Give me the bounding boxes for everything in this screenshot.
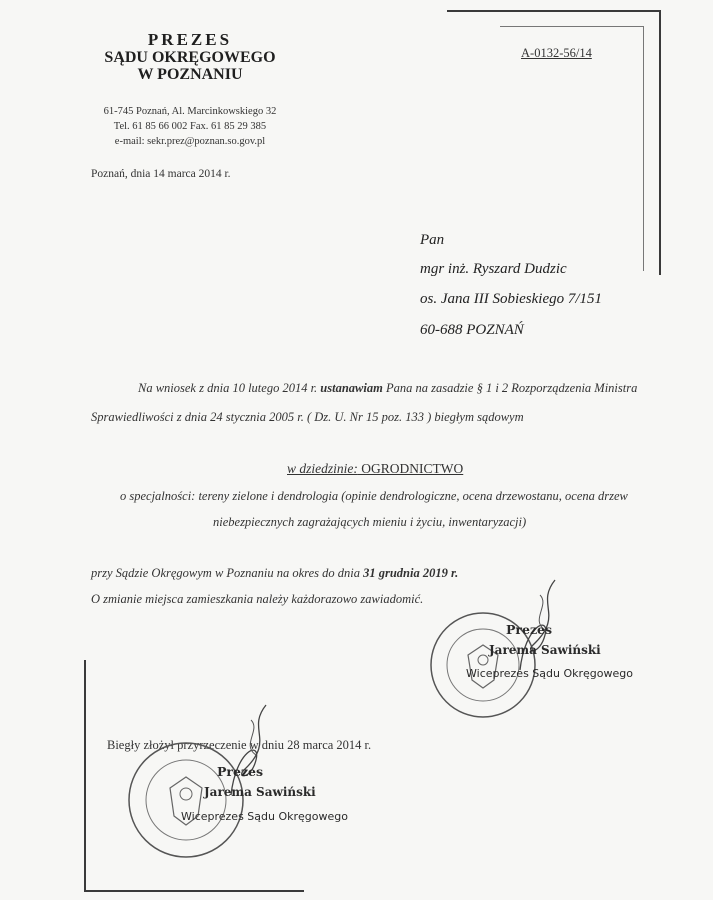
top-right-frame-v (659, 10, 661, 275)
appointment-text-a: Na wniosek z dnia 10 lutego 2014 r. (138, 381, 321, 395)
signature-2-name: Jarema Sawiński (204, 785, 316, 799)
court-email: e-mail: sekr.prez@poznan.so.gov.pl (114, 136, 266, 147)
signature-1-role: Wiceprezes Sądu Okręgowego (466, 667, 633, 680)
field-label: w dziedzinie: (287, 461, 358, 476)
signature-1-title: Prezes (506, 622, 553, 637)
court-term-line (91, 566, 458, 581)
specialization-line-1: o specjalności: tereny zielone i dendrologia (opinie dendrologiczne, ocena drzewostanu, ocena drzew (120, 489, 628, 503)
signature-2-title: Prezes (217, 764, 264, 779)
address-change-notice: O zmianie miejsca zamieszkania należy każdorazowo zawiadomić. (91, 592, 424, 606)
term-end-date: 31 grudnia 2019 r. (363, 566, 459, 580)
court-header-name: SĄDU OKRĘGOWEGO (104, 49, 276, 66)
reference-number: A-0132-56/14 (521, 46, 592, 60)
recipient-city: 60-688 POZNAŃ (420, 322, 524, 338)
field-value: OGRODNICTWO (357, 461, 464, 476)
recipient-street: os. Jana III Sobieskiego 7/151 (420, 291, 603, 307)
court-phone: Tel. 61 85 66 002 Fax. 61 85 29 385 (113, 121, 267, 132)
field-line (287, 461, 463, 477)
inner-frame-v (643, 26, 644, 271)
recipient-salutation: Pan (420, 232, 445, 248)
court-address: 61-745 Poznań, Al. Marcinkowskiego 32 (103, 106, 277, 117)
signature-2-role: Wiceprezes Sądu Okręgowego (181, 810, 348, 823)
top-right-frame-h (447, 10, 661, 12)
oath-line: Biegły złożył przyrzeczenie w dniu 28 marca 2014 r. (107, 738, 372, 752)
inner-frame-h (500, 26, 644, 27)
court-header-title: PREZES (147, 30, 233, 49)
court-header-city: W POZNANIU (137, 66, 243, 83)
paragraph-appointment (138, 381, 637, 396)
date-line: Poznań, dnia 14 marca 2014 r. (91, 168, 231, 180)
court-term-text: przy Sądzie Okręgowym w Poznaniu na okres do dnia (91, 566, 364, 580)
specialization-line-2: niebezpiecznych zagrażających mieniu i życiu, inwentaryzacji) (213, 515, 527, 529)
signature-1-name: Jarema Sawiński (489, 643, 601, 657)
appointment-text-b: Pana na zasadzie § 1 i 2 Rozporządzenia Ministra (382, 381, 638, 395)
bottom-left-frame-v (84, 660, 86, 892)
appointment-verb: ustanawiam (320, 381, 383, 395)
bottom-left-frame-h (84, 890, 304, 892)
appointment-line-2: Sprawiedliwości z dnia 24 stycznia 2005 r. ( Dz. U. Nr 15 poz. 133 ) biegłym sądowym (91, 410, 524, 424)
recipient-name: mgr inż. Ryszard Dudzic (420, 261, 567, 277)
